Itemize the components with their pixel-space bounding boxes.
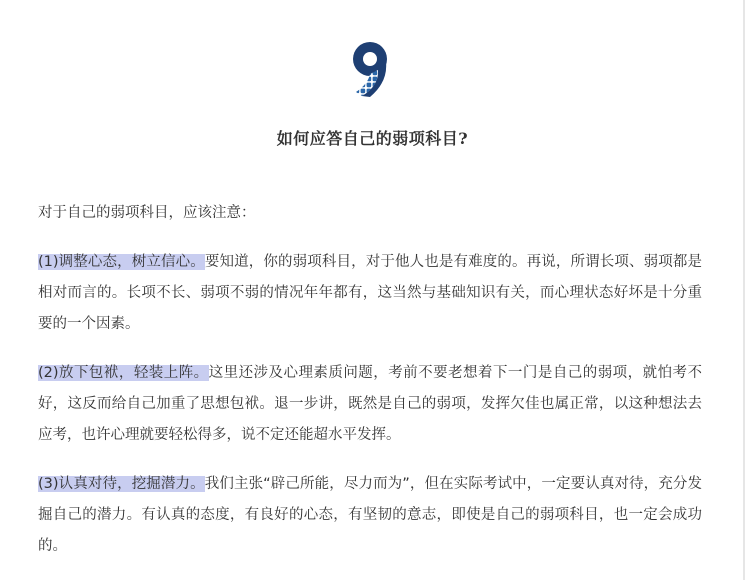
paragraph-2-text: 这里还涉及心理素质问题，考前不要老想着下一门是自己的弱项，就怕考不好，这反而给自己加重了思想包袱。退一步讲，既然是自己的弱项，发挥欠佳也属正常，以这种想法去应考，也许心理就要轻松得多，说不定还能超水平发挥。 — [38, 365, 703, 443]
highlighted-heading-3: (3)认真对待，挖掘潜力。 — [38, 476, 205, 492]
article-body — [38, 198, 702, 580]
paragraph-2 — [38, 358, 702, 451]
intro-paragraph: 对于自己的弱项科目，应该注意： — [38, 205, 256, 221]
highlighted-heading-1: (1)调整心态，树立信心。 — [38, 254, 205, 270]
paragraph-3-text: 我们主张“辟己所能，尽力而为”，但在实际考试中，一定要认真对待，充分发掘自己的潜力。有认真的态度，有良好的心态，有坚韧的意志，即使是自己的弱项科目，也一定会成功的。 — [38, 476, 702, 554]
number-nine-logo-icon — [348, 40, 392, 98]
paragraph-1 — [38, 247, 702, 340]
paragraph-3 — [38, 469, 702, 562]
article-title: 如何应答自己的弱项科目? — [276, 129, 469, 148]
paragraph-1-text: 要知道，你的弱项科目，对于他人也是有难度的。再说，所谓长项、弱项都是相对而言的。长项不长、弱项不弱的情况年年都有，这当然与基础知识有关，而心理状态好坏是十分重要的一个因素。 — [38, 254, 702, 332]
highlighted-heading-2: (2)放下包袱，轻装上阵。 — [38, 365, 209, 381]
